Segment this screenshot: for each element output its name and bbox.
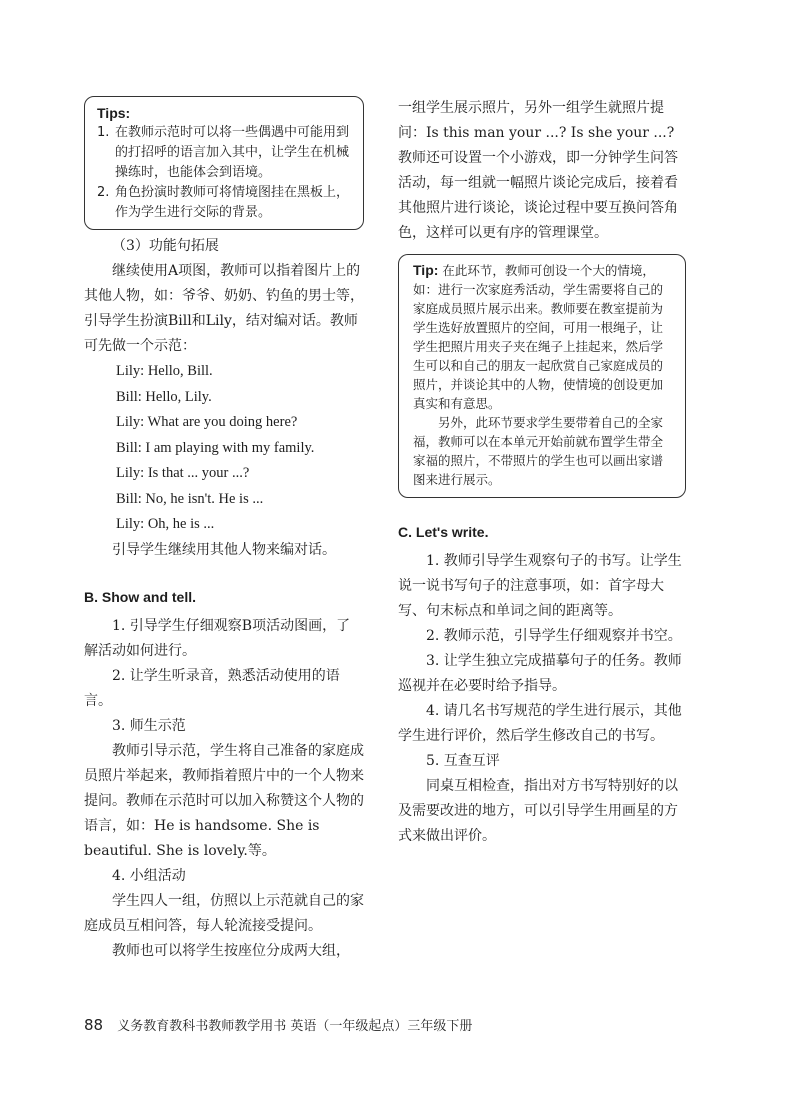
paragraph: 2. 让学生听录音，熟悉活动使用的语言。 xyxy=(84,667,340,709)
dialogue-line: Lily: Is that ... your ...? xyxy=(116,465,250,481)
tips-box xyxy=(84,96,364,230)
dialogue-line: Bill: Hello, Lily. xyxy=(116,388,212,405)
tips-item-number: 1. xyxy=(97,125,110,140)
tips-title: Tips: xyxy=(97,105,131,121)
dialogue-line: Bill: I am playing with my family. xyxy=(116,439,315,456)
tip-box xyxy=(398,254,686,498)
tip-title: Tip: xyxy=(413,262,439,278)
tips-item xyxy=(97,123,353,183)
paragraph: 继续使用A项图，教师可以指着图片上的其他人物，如：爷爷、奶奶、钓鱼的男士等，引导学生扮演Bill和Lily，结对编对话。教师可先做一个示范： xyxy=(84,263,364,354)
paragraph: 1. 引导学生仔细观察B项活动图画，了解活动如何进行。 xyxy=(84,617,351,659)
tips-item-text: 在教师示范时可以将一些偶遇中可能用到的打招呼的语言加入其中，让学生在机械操练时，也能体会到语境。 xyxy=(115,125,350,180)
tips-item-number: 2. xyxy=(97,185,110,200)
tips-item xyxy=(97,183,353,223)
page-number: 88 xyxy=(84,1016,104,1034)
paragraph: 一组学生展示照片，另外一组学生就照片提问：Is this man your ...? Is she your ...? 教师还可设置一个小游戏，即一分钟学生问答活动，每一组就一幅照片谈论完成后，接着看其他照片进行谈论，谈论过程中要互换问答角色，这样可以更有序的管理课堂。 xyxy=(398,100,678,241)
tip-text: 另外，此环节要求学生要带着自己的全家福，教师可以在本单元开始前就布置学生带全家福的照片，不带照片的学生也可以画出家谱图来进行展示。 xyxy=(413,415,664,487)
tips-item-text: 角色扮演时教师可将情境图挂在黑板上，作为学生进行交际的背景。 xyxy=(115,185,350,220)
page-footer xyxy=(84,1015,704,1034)
subheading: 3. 师生示范 xyxy=(112,717,186,734)
dialogue-line: Lily: Hello, Bill. xyxy=(116,363,213,379)
subheading: 5. 互查互评 xyxy=(426,753,500,769)
section-b-title: B. Show and tell. xyxy=(84,588,197,605)
section-c-title: C. Let's write. xyxy=(398,524,489,540)
paragraph: 1. 教师引导学生观察句子的书写。让学生说一说书写句子的注意事项，如：首字母大写、句末标点和单词之间的距离等。 xyxy=(398,553,682,619)
paragraph: 同桌互相检查，指出对方书写特别好的以及需要改进的地方，可以引导学生用画星的方式来做出评价。 xyxy=(398,778,678,844)
right-column xyxy=(398,96,686,849)
book-title: 义务教育教科书教师教学用书 英语（一年级起点）三年级下册 xyxy=(117,1019,473,1034)
dialogue-line: Lily: What are you doing here? xyxy=(116,414,298,430)
paragraph: 教师也可以将学生按座位分成两大组， xyxy=(112,942,350,959)
dialogue xyxy=(84,359,364,538)
paragraph: 4. 请几名书写规范的学生进行展示，其他学生进行评价，然后学生修改自己的书写。 xyxy=(398,703,682,744)
section-3-heading: （3）功能句拓展 xyxy=(112,238,219,254)
paragraph: 3. 让学生独立完成描摹句子的任务。教师巡视并在必要时给予指导。 xyxy=(398,653,682,694)
paragraph: 引导学生继续用其他人物来编对话。 xyxy=(112,541,336,558)
left-column xyxy=(84,96,364,964)
paragraph: 2. 教师示范，引导学生仔细观察并书空。 xyxy=(426,628,682,644)
dialogue-line: Lily: Oh, he is ... xyxy=(116,516,215,532)
subheading: 4. 小组活动 xyxy=(112,867,186,884)
paragraph: 教师引导示范，学生将自己准备的家庭成员照片举起来，教师指着照片中的一个人物来提问。教师在示范时可以加入称赞这个人物的语言，如：He is handsome. She is beautiful. She is lovely.等。 xyxy=(84,742,364,859)
paragraph: 学生四人一组，仿照以上示范就自己的家庭成员互相问答，每人轮流接受提问。 xyxy=(84,892,364,934)
tip-text: 在此环节，教师可创设一个大的情境，如：进行一次家庭秀活动，学生需要将自己的家庭成员照片展示出来。教师要在教室提前为学生选好放置照片的空间，可用一根绳子，让学生把照片用夹子夹在绳子上挂起来，然后学生可以和自己的朋友一起欣赏自己家庭成员的照片，并谈论其中的人物，使情境的创设更加真实和有意思。 xyxy=(413,263,664,411)
dialogue-line: Bill: No, he isn't. He is ... xyxy=(116,490,264,507)
